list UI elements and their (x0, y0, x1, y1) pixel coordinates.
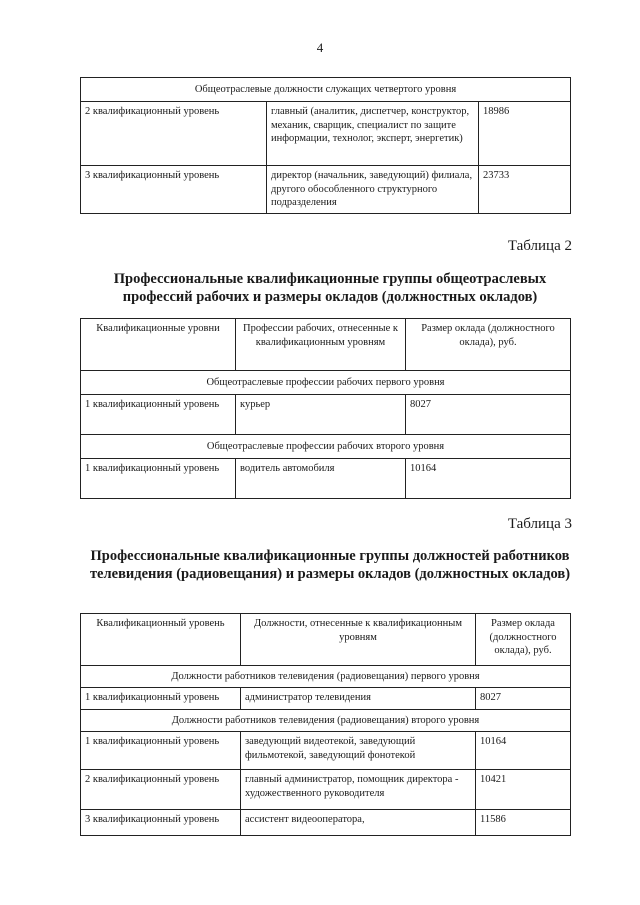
table-2-title: Профессиональные квалификационные группы общеотраслевых профессий рабочих и размеры окладов (должностных окладов) (113, 271, 547, 306)
group-header: Должности работников телевидения (радиовещания) второго уровня (81, 710, 571, 732)
table-3-title: Профессиональные квалификационные группы должностей работников телевидения (радиовещания) и размеры окладов (должностных окладов) (89, 548, 571, 583)
table-row (81, 395, 571, 435)
group-header: Общеотраслевые профессии рабочих второго уровня (81, 435, 571, 459)
positions-cell: ассистент видеооператора, (241, 810, 476, 836)
salary-cell: 10164 (406, 459, 571, 499)
column-header: Размер оклада (должностного оклада), руб. (406, 319, 571, 371)
salary-cell: 10164 (476, 732, 571, 770)
column-header: Должности, отнесенные к квалификационным уровням (241, 614, 476, 666)
level-cell: 1 квалификационный уровень (81, 395, 236, 435)
table-2-label: Таблица 2 (507, 238, 572, 254)
level-cell: 2 квалификационный уровень (81, 102, 267, 166)
table-row (81, 770, 571, 810)
group-header: Общеотраслевые профессии рабочих первого уровня (81, 371, 571, 395)
level-cell: 1 квалификационный уровень (81, 732, 241, 770)
positions-cell: главный (аналитик, диспетчер, конструктор, механик, сварщик, специалист по защите информации, технолог, эксперт, энергетик) (267, 102, 479, 166)
salary-cell: 11586 (476, 810, 571, 836)
column-header: Профессии рабочих, отнесенные к квалификационным уровням (236, 319, 406, 371)
positions-cell: водитель автомобиля (236, 459, 406, 499)
column-header: Квалификационные уровни (81, 319, 236, 371)
positions-cell: курьер (236, 395, 406, 435)
level-cell: 2 квалификационный уровень (81, 770, 241, 810)
table-3-label: Таблица 3 (507, 516, 572, 532)
page-number: 4 (316, 40, 324, 55)
level-cell: 3 квалификационный уровень (81, 810, 241, 836)
positions-cell: директор (начальник, заведующий) филиала, другого обособленного структурного подразделения (267, 166, 479, 214)
table-row (81, 810, 571, 836)
table-2 (80, 318, 571, 499)
column-header: Квалификационный уровень (81, 614, 241, 666)
positions-cell: заведующий видеотекой, заведующий фильмотекой, заведующий фонотекой (241, 732, 476, 770)
level-cell: 1 квалификационный уровень (81, 688, 241, 710)
table-1 (80, 77, 571, 214)
salary-cell: 18986 (479, 102, 571, 166)
salary-cell: 8027 (476, 688, 571, 710)
table-3 (80, 613, 571, 836)
positions-cell: главный администратор, помощник директора - художественного руководителя (241, 770, 476, 810)
salary-cell: 8027 (406, 395, 571, 435)
group-header: Должности работников телевидения (радиовещания) первого уровня (81, 666, 571, 688)
table-row (81, 459, 571, 499)
salary-cell: 23733 (479, 166, 571, 214)
salary-cell: 10421 (476, 770, 571, 810)
level-cell: 1 квалификационный уровень (81, 459, 236, 499)
table-row (81, 688, 571, 710)
column-header: Размер оклада (должностного оклада), руб. (476, 614, 571, 666)
header-row (81, 614, 571, 666)
level-cell: 3 квалификационный уровень (81, 166, 267, 214)
section-header: Общеотраслевые должности служащих четвертого уровня (81, 78, 571, 102)
positions-cell: администратор телевидения (241, 688, 476, 710)
table-row (81, 102, 571, 166)
header-row (81, 319, 571, 371)
table-row (81, 166, 571, 214)
table-row (81, 732, 571, 770)
